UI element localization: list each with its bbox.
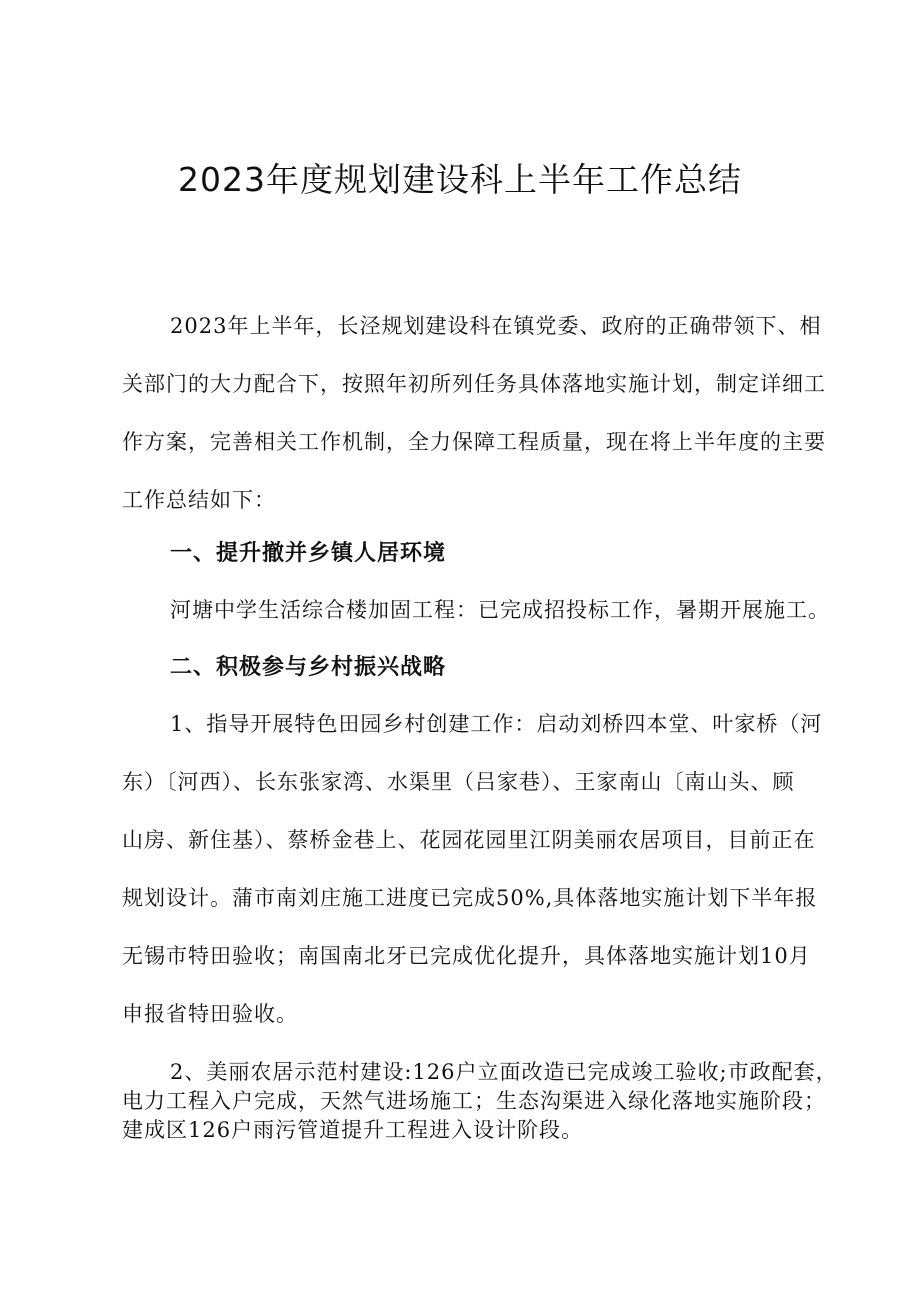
section-2-item-2 bbox=[122, 1058, 838, 1145]
intro-line: 作方案，完善相关工作机制，全力保障工程质量，现在将上半年度的主要 bbox=[122, 430, 826, 454]
item-2-line: 电力工程入户完成，天然气进场施工；生态沟渠进入绿化落地实施阶段； bbox=[122, 1089, 826, 1113]
intro-line: 关部门的大力配合下，按照年初所列任务具体落地实施计划，制定详细工 bbox=[122, 372, 826, 396]
intro-line: 工作总结如下： bbox=[122, 488, 276, 512]
item-1-line: 申报省特田验收。 bbox=[122, 1002, 298, 1026]
intro-line: 2023年上半年，长泾规划建设科在镇党委、政府的正确带领下、相 bbox=[170, 314, 822, 338]
item-1-line: 山房、新住基）、蔡桥金巷上、花园花园里江阴美丽农居项目，目前正在 bbox=[122, 828, 816, 852]
intro-paragraph bbox=[122, 297, 826, 529]
item-2-line: 2、美丽农居示范村建设:126户立面改造已完成竣工验收;市政配套， bbox=[170, 1060, 838, 1084]
section-2-heading: 二、积极参与乡村振兴战略 bbox=[170, 655, 447, 680]
section-1-heading: 一、提升撤并乡镇人居环境 bbox=[170, 541, 447, 566]
item-1-line: 东）〔河西）、长东张家湾、水渠里（吕家巷）、王家南山〔南山头、顾 bbox=[122, 770, 795, 794]
section-1-text: 河塘中学生活综合楼加固工程：已完成招投标工作，暑期开展施工。 bbox=[170, 598, 830, 622]
item-1-line: 1、指导开展特色田园乡村创建工作：启动刘桥四本堂、叶家桥（河 bbox=[170, 712, 823, 736]
document-title: 2023年度规划建设科上半年工作总结 bbox=[178, 160, 742, 199]
item-2-line: 建成区126户雨污管道提升工程进入设计阶段。 bbox=[122, 1118, 584, 1142]
section-2-item-1 bbox=[122, 695, 823, 1043]
item-1-line: 无锡市特田验收；南国南北牙已完成优化提升，具体落地实施计划10月 bbox=[122, 944, 811, 968]
item-1-line: 规划设计。蒲市南刘庄施工进度已完成50%,具体落地实施计划下半年报 bbox=[122, 886, 818, 910]
